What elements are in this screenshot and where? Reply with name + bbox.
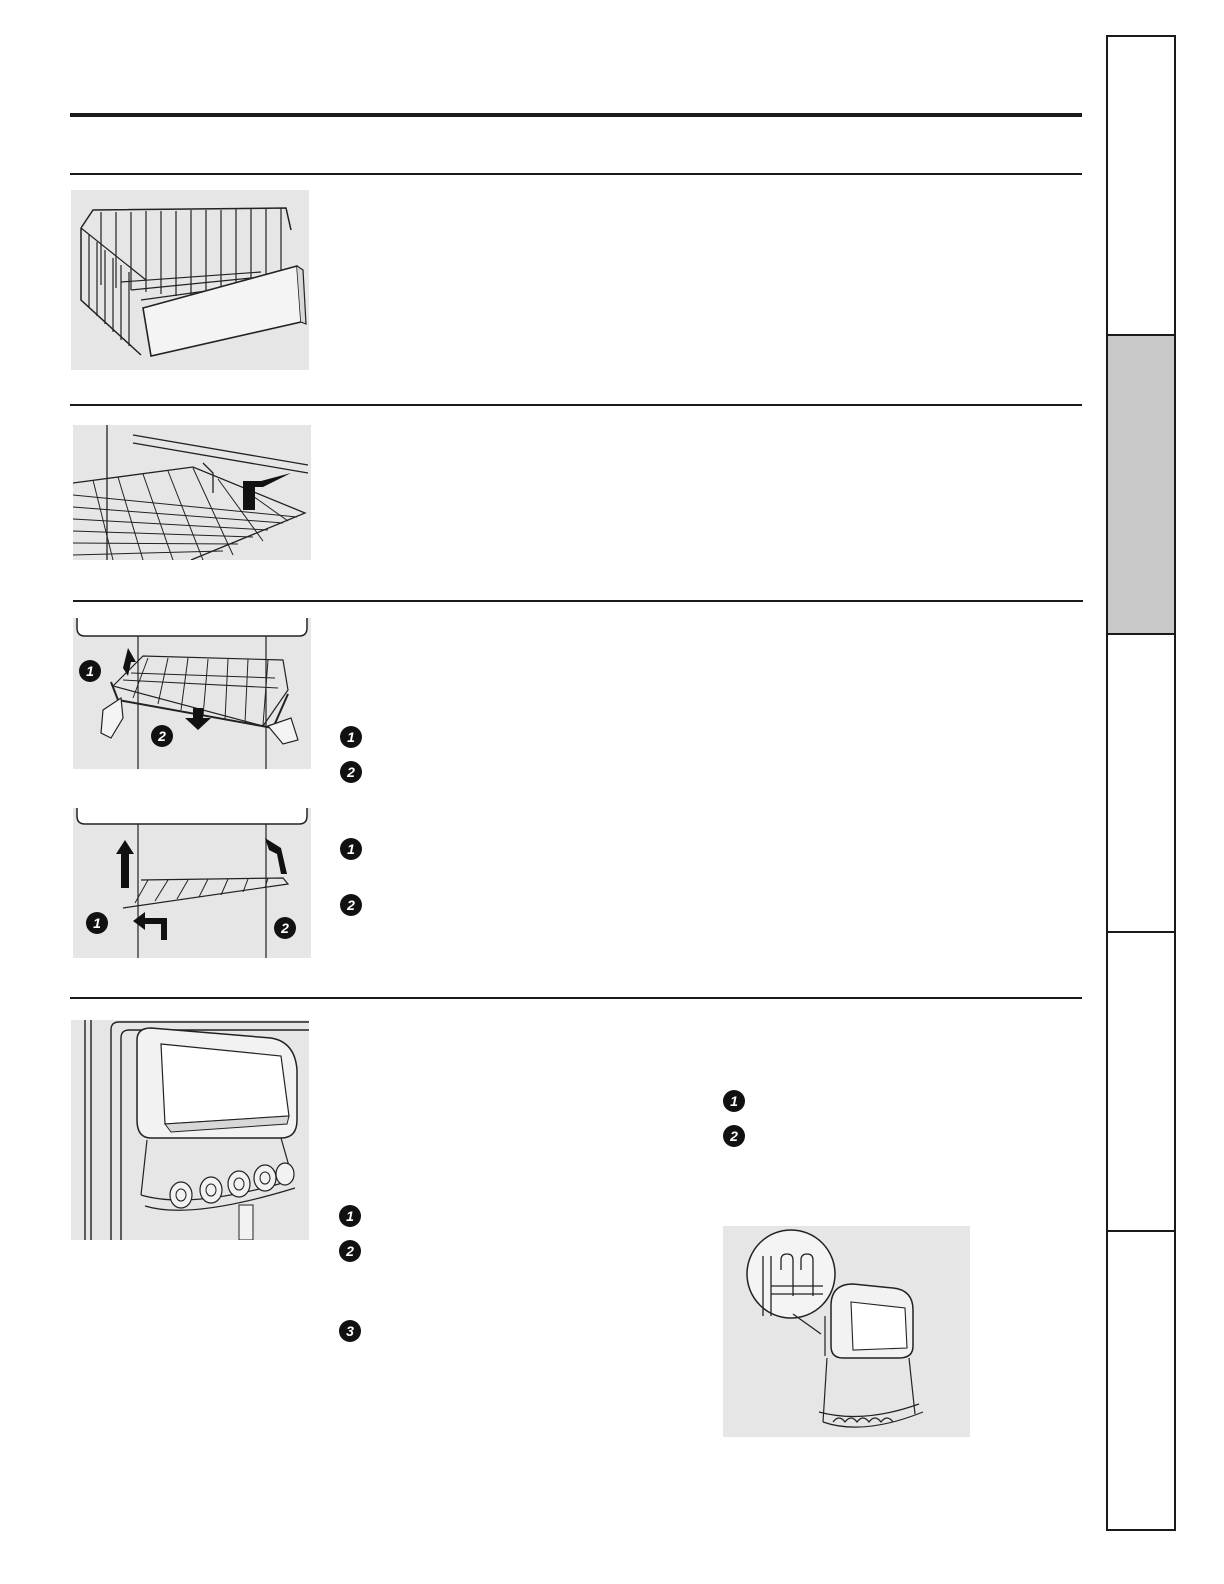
side-tab-4[interactable] — [1106, 931, 1176, 1232]
section-rule-2 — [70, 404, 1082, 406]
step-number-badge: 2 — [274, 917, 296, 939]
shelf-removal-step-a-illustration — [73, 618, 311, 769]
step-marker: 1 — [340, 838, 362, 860]
step-number-badge: 1 — [79, 660, 101, 682]
step-marker: 2 — [339, 1240, 361, 1262]
can-rack-installation-illustration — [723, 1226, 970, 1437]
step-marker: 2 — [340, 894, 362, 916]
side-tab-5[interactable] — [1106, 1230, 1176, 1531]
side-tab-1[interactable] — [1106, 35, 1176, 336]
step-number-badge: 1 — [86, 912, 108, 934]
step-marker: 2 — [723, 1125, 745, 1147]
shelf-removal-step-b-illustration — [73, 808, 311, 958]
step-marker: 1 — [340, 726, 362, 748]
section-rule-4 — [70, 997, 1082, 999]
step-marker: 1 — [723, 1090, 745, 1112]
section-rule-1 — [70, 173, 1082, 175]
freezer-basket-illustration — [71, 190, 309, 370]
side-tab-2[interactable] — [1106, 334, 1176, 635]
can-rack-illustration — [71, 1020, 309, 1240]
step-number-badge: 2 — [151, 725, 173, 747]
step-marker: 3 — [339, 1320, 361, 1342]
step-marker: 2 — [340, 761, 362, 783]
wire-shelf-illustration — [73, 425, 311, 560]
side-tab-3[interactable] — [1106, 633, 1176, 933]
step-marker: 1 — [339, 1205, 361, 1227]
section-rule-3 — [73, 600, 1083, 602]
header-rule — [70, 113, 1082, 117]
